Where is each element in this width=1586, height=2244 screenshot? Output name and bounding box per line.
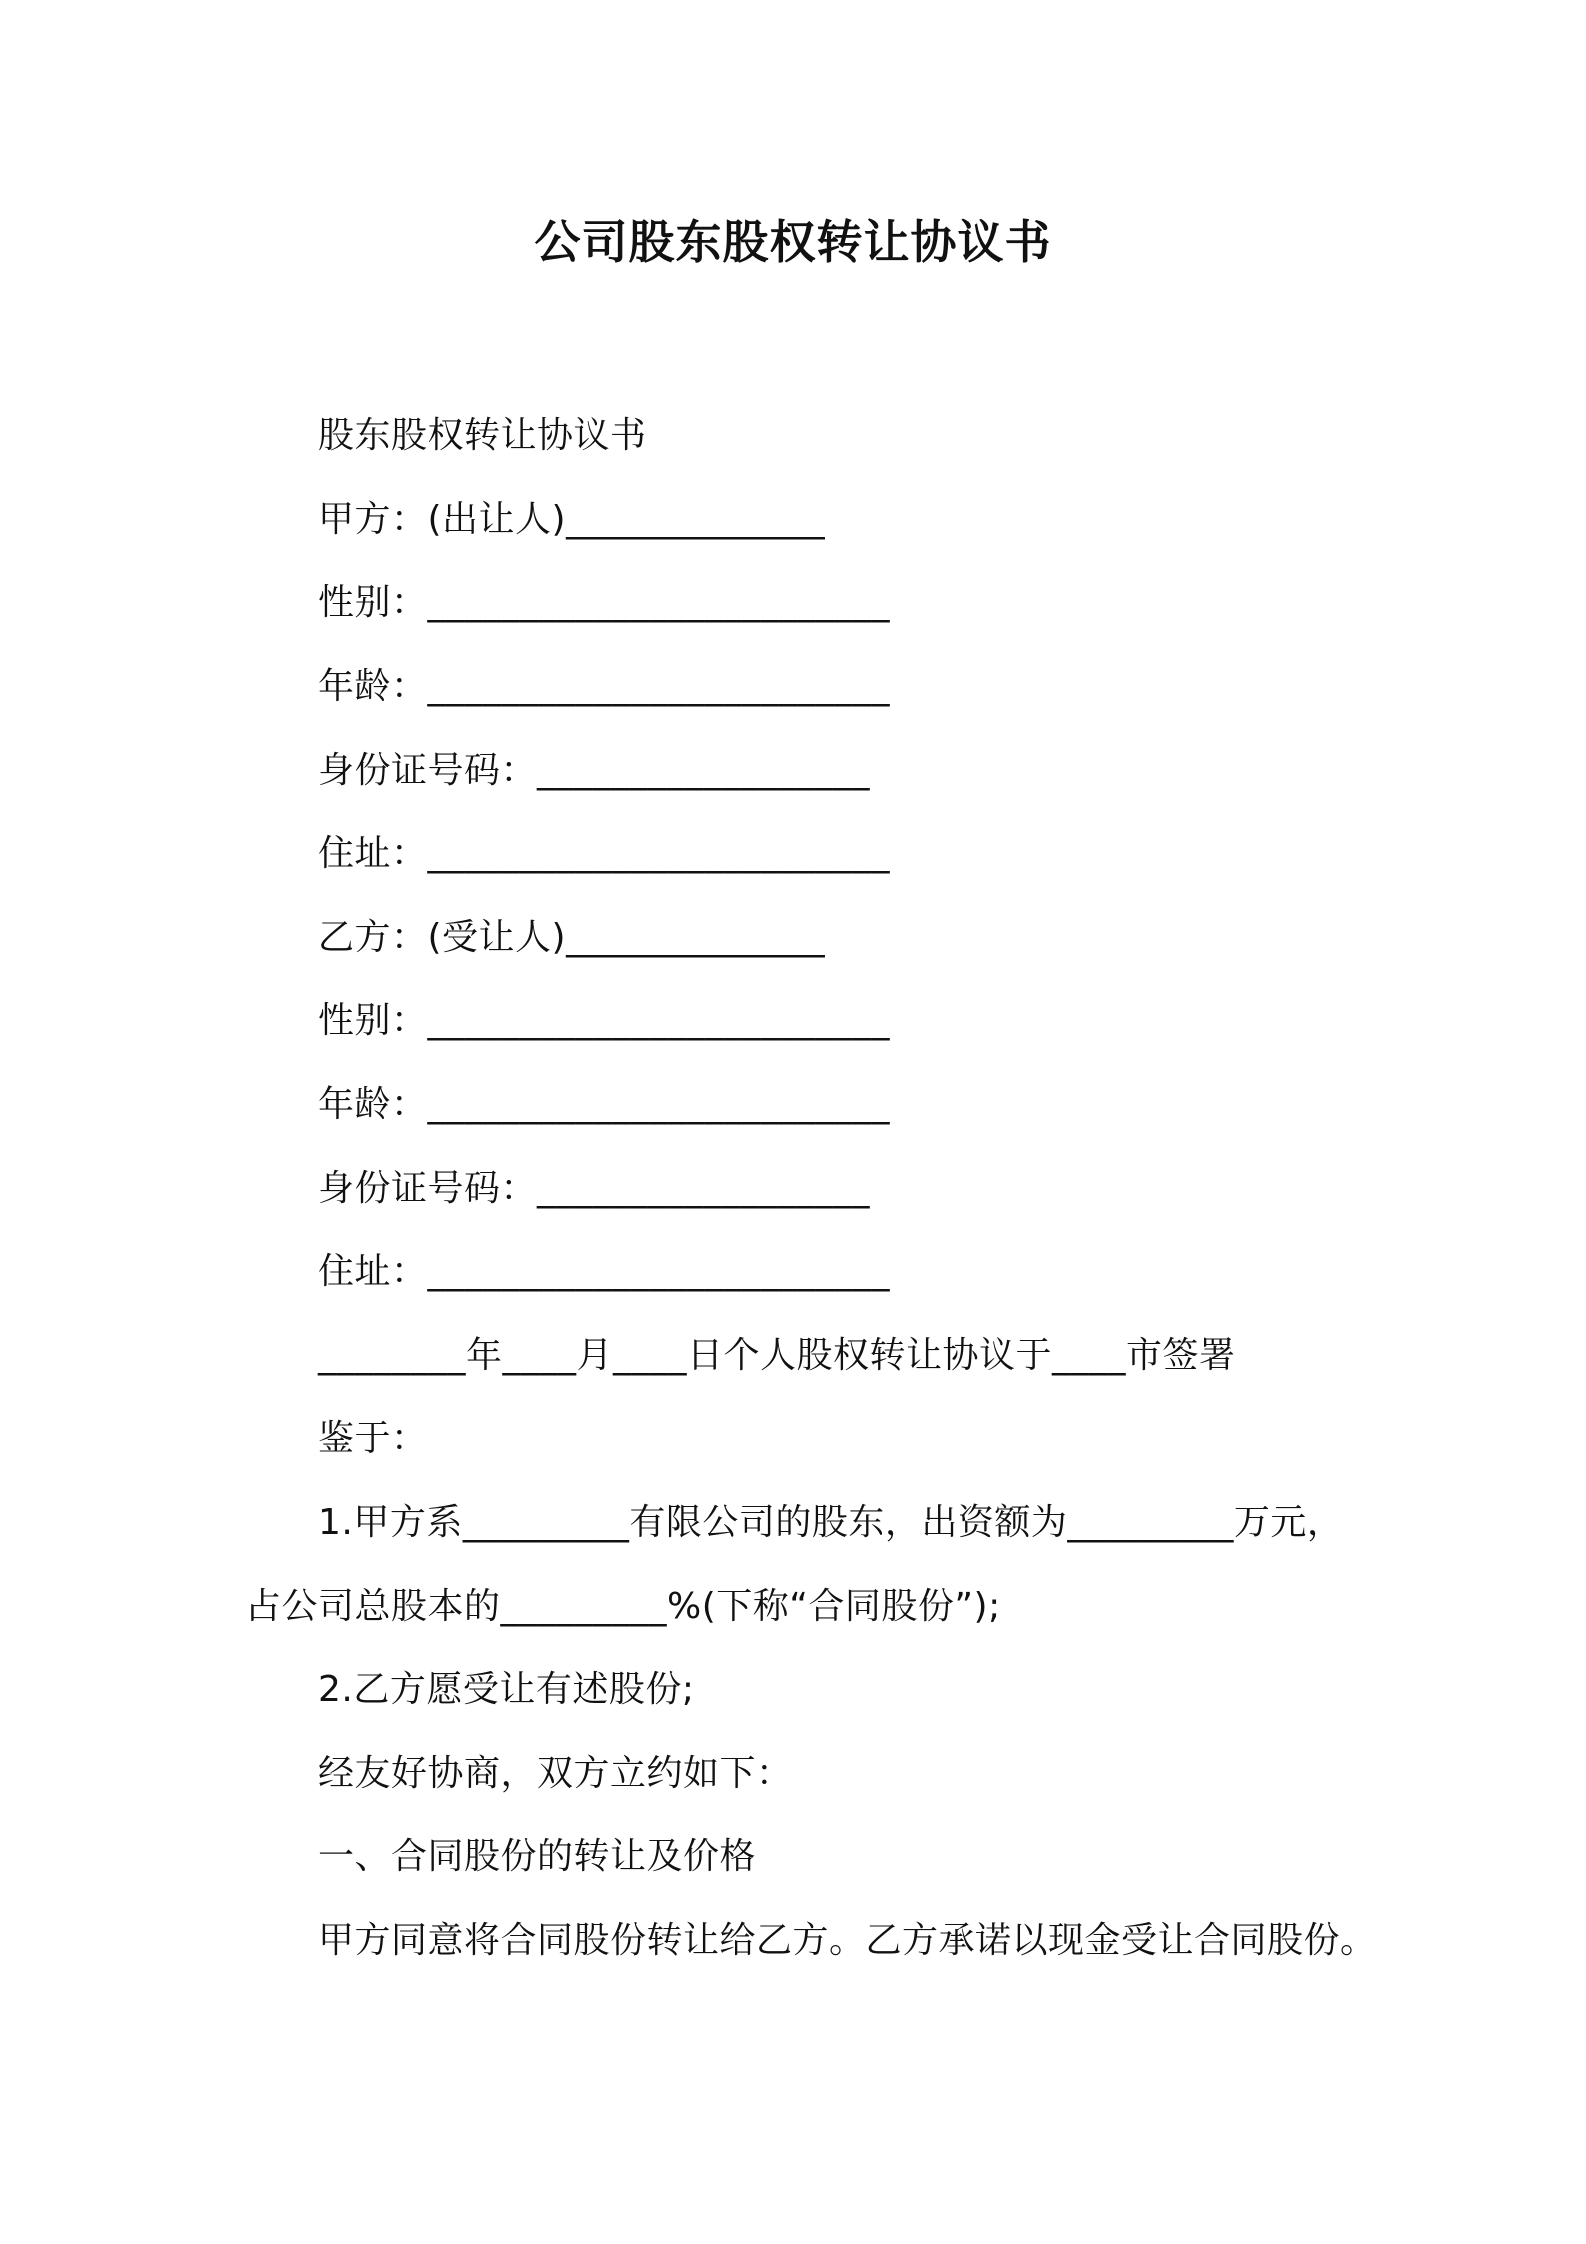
agreement-intro-line: 经友好协商，双方立约如下： xyxy=(318,1753,793,1794)
party-a-id-line: 身份证号码：__________________ xyxy=(318,750,871,791)
whereas-line: 鉴于： xyxy=(318,1418,428,1459)
subtitle-line: 股东股权转让协议书 xyxy=(318,415,647,456)
party-a-line: 甲方：(出让人)______________ xyxy=(318,499,826,540)
party-b-age-line: 年龄：_________________________ xyxy=(318,1084,891,1125)
section-1-text: 甲方同意将合同股份转让给乙方。乙方承诺以现金受让合同股份。 xyxy=(318,1920,1377,1961)
clause-1-continued-line: 占公司总股本的_________%(下称“合同股份”); xyxy=(245,1586,1001,1627)
party-b-line: 乙方：(受让人)______________ xyxy=(318,917,826,958)
party-a-age-line: 年龄：_________________________ xyxy=(318,666,891,707)
signing-date-line: ________年____月____日个人股权转让协议于____市签署 xyxy=(318,1335,1236,1376)
section-1-heading: 一、合同股份的转让及价格 xyxy=(318,1836,757,1877)
party-a-address-line: 住址：_________________________ xyxy=(318,833,891,874)
document-title: 公司股东股权转让协议书 xyxy=(534,215,1052,269)
party-b-id-line: 身份证号码：__________________ xyxy=(318,1168,871,1209)
clause-2-line: 2.乙方愿受让有述股份; xyxy=(318,1669,695,1710)
party-a-gender-line: 性别：_________________________ xyxy=(318,582,891,623)
clause-1-line: 1.甲方系_________有限公司的股东，出资额为_________万元， xyxy=(318,1502,1344,1543)
party-b-gender-line: 性别：_________________________ xyxy=(318,1000,891,1041)
party-b-address-line: 住址：_________________________ xyxy=(318,1251,891,1292)
